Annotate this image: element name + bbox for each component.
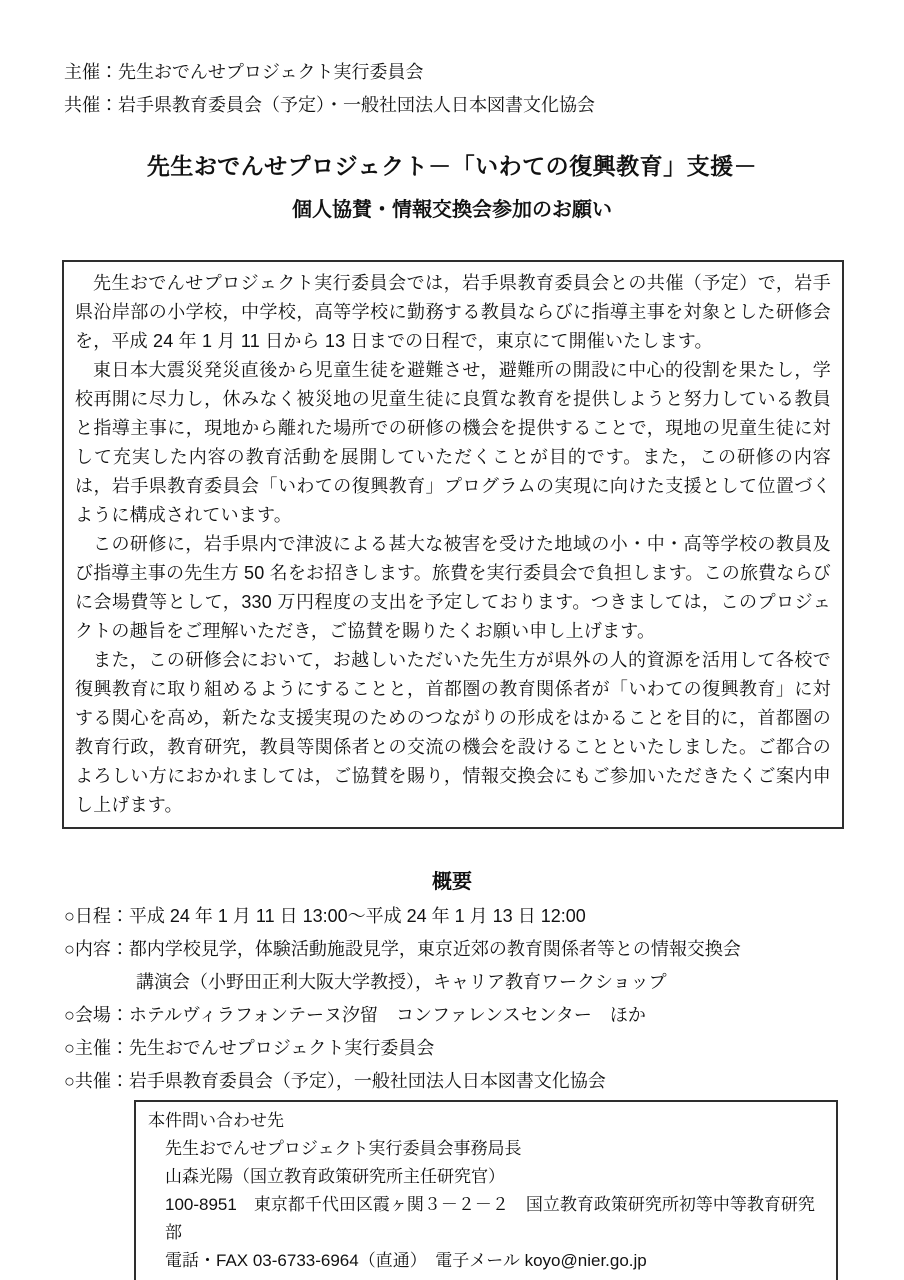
body-text-box (62, 260, 844, 829)
body-paragraph: また，この研修会において，お越しいただいた先生方が県外の人的資源を活用して各校で復興教育に取り組めるようにすることと，首都圏の教育関係者が「いわての復興教育」に対する関心を高め，新たな支援実現のためのつながりの形成をはかることを目的に，首都圏の教育行政，教育研究，教員等関係者との交流の機会を設けることといたしました。ご都合のよろしい方におかれましては，ご協賛を賜り，情報交換会にもご参加いただきたくご案内申し上げます。 (75, 650, 831, 815)
summary-item: ○内容：都内学校見学，体験活動施設見学，東京近郊の教育関係者等との情報交換会 (64, 939, 741, 959)
header-lines (0, 0, 904, 122)
document-title: 先生おでんせプロジェクト－「いわての復興教育」支援－ (146, 153, 758, 179)
document-subtitle: 個人協賛・情報交換会参加のお願い (292, 199, 612, 221)
contact-lines (148, 1135, 824, 1275)
contact-box (134, 1100, 838, 1280)
body-paragraph: 先生おでんせプロジェクト実行委員会では，岩手県教育委員会との共催（予定）で，岩手県沿岸部の小学校，中学校，高等学校に勤務する教員ならびに指導主事を対象とした研修会を，平成 24 年 1 月 11 日から 13 日までの日程で，東京にて開催いたします。 (75, 273, 831, 351)
summary-item: ○共催：岩手県教育委員会（予定），一般社団法人日本図書文化協会 (64, 1071, 606, 1091)
summary-heading: 概要 (432, 871, 472, 893)
body-paragraph: この研修に，岩手県内で津波による甚大な被害を受けた地域の小・中・高等学校の教員及び指導主事の先生方 50 名をお招きします。旅費を実行委員会で負担します。この旅費ならびに会場費等として，330 万円程度の支出を予定しております。つきましては，このプロジェクトの趣旨をご理解いただき，ご協賛を賜りたくお願い申し上げます。 (75, 534, 831, 641)
organizer-line: 主催：先生おでんせプロジェクト実行委員会 (64, 62, 424, 82)
contact-line: 先生おでんせプロジェクト実行委員会事務局長 (165, 1139, 522, 1158)
contact-line: 山森光陽（国立教育政策研究所主任研究官） (165, 1167, 505, 1186)
contact-line: 電話・FAX 03-6733-6964（直通） 電子メール koyo@nier.go.jp (165, 1251, 647, 1270)
summary-list (64, 900, 854, 1098)
summary-item: ○会場：ホテルヴィラフォンテーヌ汐留 コンファレンスセンター ほか (64, 1005, 646, 1025)
co-organizer-line: 共催：岩手県教育委員会（予定）・一般社団法人日本図書文化協会 (64, 95, 595, 115)
body-paragraph: 東日本大震災発災直後から児童生徒を避難させ，避難所の開設に中心的役割を果たし，学校再開に尽力し，休みなく被災地の児童生徒に良質な教育を提供しようと努力している教員と指導主事に，現地から離れた場所での研修の機会を提供することで，現地の児童生徒に対して充実した内容の教育活動を展開していただくことが目的です。また，この研修の内容は，岩手県教育委員会「いわての復興教育」プログラムの実現に向けた支援として位置づくように構成されています。 (75, 360, 831, 525)
summary-item: 講演会（小野田正利大阪大学教授），キャリア教育ワークショップ (64, 972, 667, 992)
contact-title: 本件問い合わせ先 (148, 1111, 284, 1130)
summary-item: ○主催：先生おでんせプロジェクト実行委員会 (64, 1038, 435, 1058)
summary-item: ○日程：平成 24 年 1 月 11 日 13:00～平成 24 年 1 月 13 日 12:00 (64, 906, 586, 926)
contact-line: 100-8951 東京都千代田区霞ヶ関３－２－２ 国立教育政策研究所初等中等教育研究部 (165, 1195, 815, 1242)
